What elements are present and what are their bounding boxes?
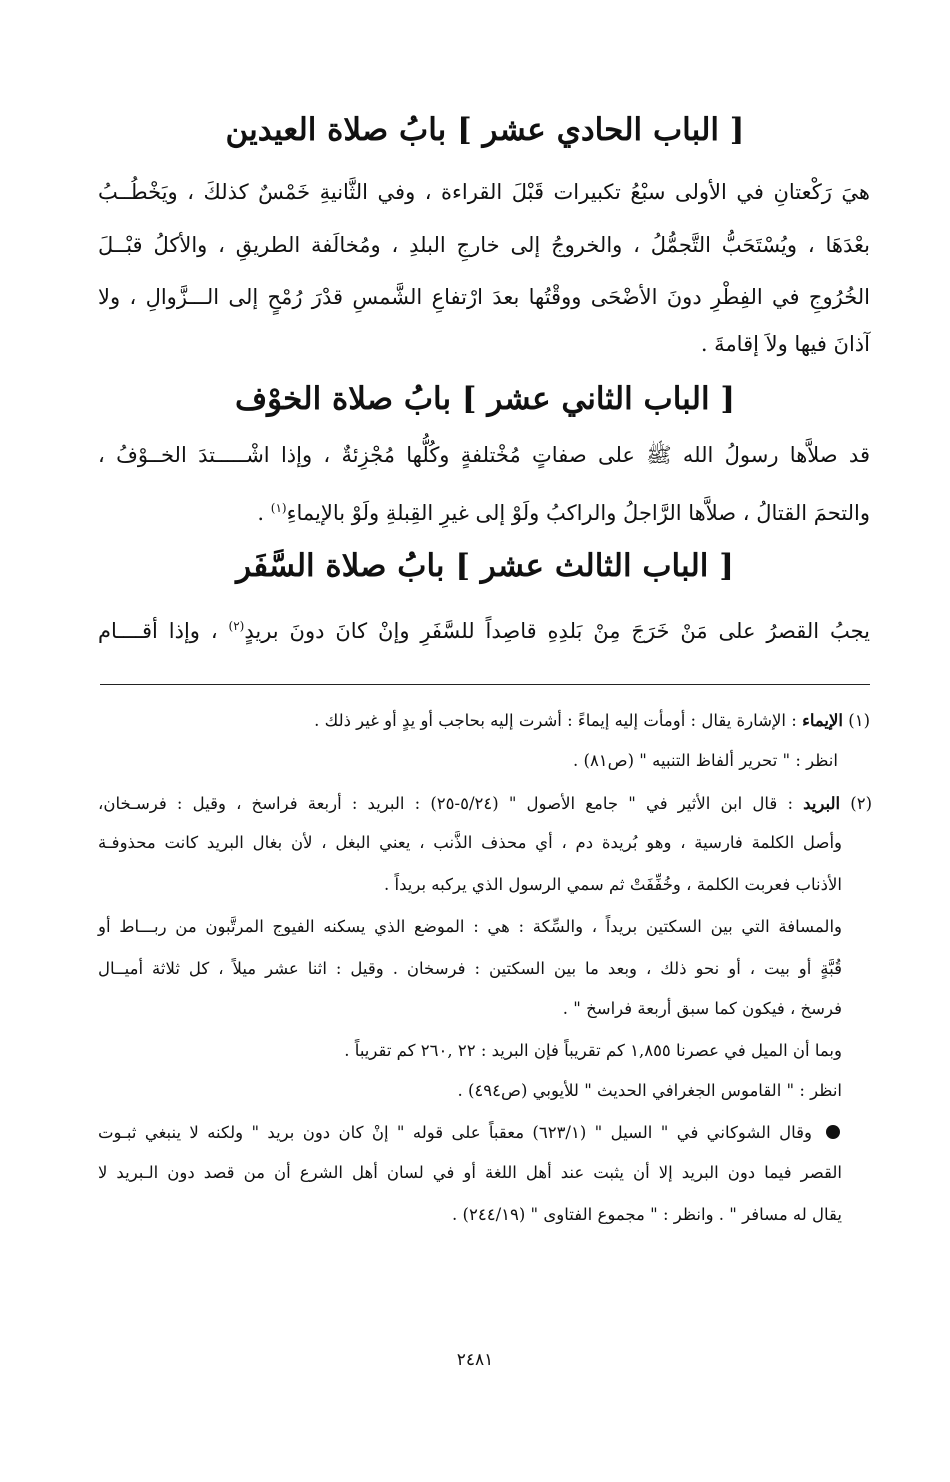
chapter-text-segment: والتحمَ القتالُ ، صلاَّها الرَّاجلُ والراكبُ ولَوْ إلى غيرِ القِبلةِ ولَوْ بالإيماءِ [286, 501, 870, 525]
chapter-heading-eid: [ الباب الحادي عشر ] بابُ صلاة العيدين [225, 112, 745, 148]
chapter-text-line: قد صلاَّها رسولُ الله ﷺ على صفاتٍ مُخْتلفةٍ وكُلُّها مُجْزِئةٌ ، وإذا اشْـــــتدَ الخــوْفُ ، [98, 443, 870, 467]
footnote-2-line: انظر : " القاموس الجغرافي الحديث " للأيوبي (ص٤٩٤) . [457, 1081, 842, 1100]
chapter-heading-fear: [ الباب الثاني عشر ] بابُ صلاة الخوْف [234, 381, 736, 417]
chapter-text-line [98, 493, 870, 528]
footnote-1-reference: انظر : " تحرير ألفاظ التنبيه " (ص٨١) . [573, 751, 838, 770]
chapter-text-line: بعْدَهَا ، ويُسْتَحَبُّ التَّجمُّلُ ، والخروجُ إلى خارجِ البلدِ ، ومُخالَفة الطريقِ ، والأكلُ قبْــلَ [98, 233, 870, 257]
footnote-2-line: القصر فيما دون البريد إلا أن يثبت عند أهل اللغة أو في لسان أهل الشرع أن من قصد دون الـبريد لا [98, 1163, 842, 1182]
footnote-2-line [98, 791, 872, 817]
footnote-1-line [314, 708, 870, 734]
footnote-2-line: قُبَّةٍ أو بيت ، أو نحو ذلك ، وبعد ما بين السكتين : فرسخان . وقيل : اثنا عشر ميلاً ، كل ثلاثة أميــال [98, 959, 842, 978]
chapter-text-line: هيَ رَكْعتانِ في الأولى سبْعُ تكبيرات قَبْلَ القراءة ، وفي الثَّانيةِ خَمْسٌ كذلكَ ، ويَخْطُــبُ [98, 180, 870, 204]
footnote-term: البريد [803, 794, 841, 813]
page-number: ٢٤٨١ [456, 1350, 494, 1370]
bullet-icon [826, 1125, 840, 1139]
chapter-text-line: الخُرُوجِ في الفِطْرِ دونَ الأضْحَى ووقْتُها بعدَ ارْتفاعِ الشَّمسِ قدْرَ رُمْحٍ إلى الـــزَّوالِ ، ولا [98, 285, 870, 309]
chapter-text-line [98, 611, 870, 646]
footnote-separator [100, 684, 870, 685]
footnote-2-line: وقال الشوكاني في " السيل " (٦٢٣/١) معقباً على قوله " إنْ كان دون بريد " ولكنه لا ينبغي ثبـوت [98, 1123, 812, 1142]
footnote-2-line: وبما أن الميل في عصرنا ١,٨٥٥ كم تقريباً فإن البريد : ٢٢ ,٢٦٠ كم تقريباً . [344, 1041, 842, 1060]
footnote-2-line: الأذناب فعربت الكلمة ، وخُفِّفَتْ ثم سمي الرسول الذي يركبه بريداً . [384, 875, 842, 894]
footnote-2-line: يقال له مسافر " . وانظر : " مجموع الفتاوى " (٢٤٤/١٩) . [452, 1205, 842, 1224]
chapter-text-segment: ، وإذا أقــــام [98, 619, 229, 643]
chapter-text-segment: يجبُ القصرُ على مَنْ خَرَجَ مِنْ بَلدِهِ قاصِداً للسَّفَرِ وإنْ كانَ دونَ بريدٍ [244, 619, 870, 643]
footnote-term: الإيماء [802, 711, 843, 730]
chapter-text-segment: . [257, 501, 271, 525]
footnote-2-line: والمسافة التي بين السكتين بريداً ، والسِّكة : هي : الموضع الذي يسكنه الفيوج المرتَّبون من ربـــاط أو [98, 917, 842, 936]
footnote-text: : الإشارة يقال : أومأت إليه إيماءً : أشرت إليه بحاجب أو يدٍ أو غير ذلك . [314, 711, 803, 730]
footnote-2-line: فرسخ ، فيكون كما سبق أربعة فراسخ " . [562, 999, 842, 1018]
footnote-number: (٢) [850, 794, 873, 813]
footnote-2-line: وأصل الكلمة فارسية ، وهو بُريدة دم ، أي محذف الذَّنب ، يعني البغل ، لأن بغال البريد كانت محذوفـة [98, 833, 842, 852]
chapter-text-line: آذانَ فيها ولاَ إقامةَ . [700, 332, 870, 356]
footnote-ref-1: (١) [270, 501, 287, 515]
footnote-text: : قال ابن الأثير في " جامع الأصول " (٥/٢٤-٢٥) : البريد : أربعة فراسخ ، وقيل : فرسـخان، [98, 794, 804, 813]
chapter-heading-travel: [ الباب الثالث عشر ] بابُ صلاة السَّفَر [236, 548, 734, 584]
footnote-number: (١) [848, 711, 870, 730]
footnote-ref-2: (٢) [228, 619, 245, 633]
